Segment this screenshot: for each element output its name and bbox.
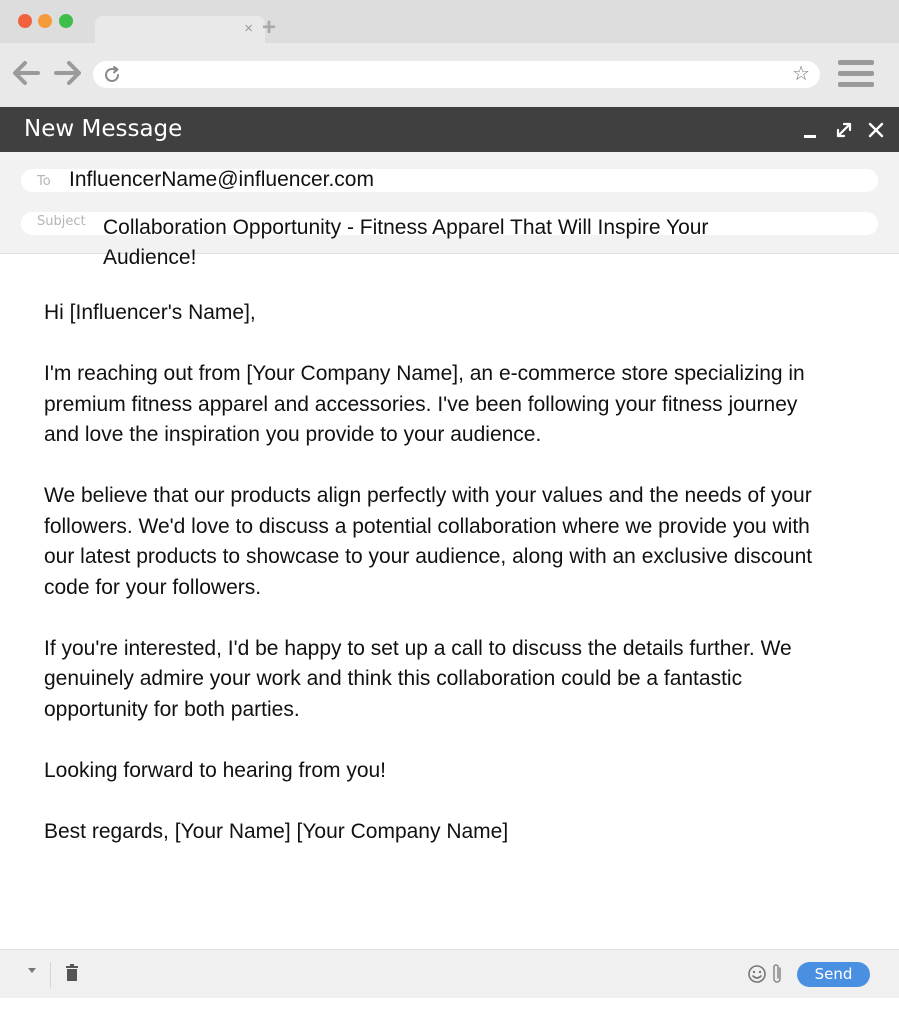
compose-footer xyxy=(0,949,899,998)
to-value[interactable]: InfluencerName@influencer.com xyxy=(69,168,374,191)
attachment-icon[interactable] xyxy=(771,962,785,986)
trash-icon[interactable] xyxy=(64,964,80,982)
tab-close-icon[interactable]: × xyxy=(244,20,253,37)
footer-divider xyxy=(50,962,51,988)
caret-down-icon[interactable] xyxy=(26,964,38,976)
back-arrow-icon[interactable] xyxy=(10,58,42,88)
forward-arrow-icon[interactable] xyxy=(52,58,84,88)
emoji-icon[interactable] xyxy=(747,964,767,984)
address-bar[interactable] xyxy=(93,61,820,88)
reload-icon[interactable] xyxy=(102,65,122,85)
body-paragraph-signature: Best regards, [Your Name] [Your Company Name] xyxy=(44,819,509,843)
close-window-button[interactable] xyxy=(18,14,32,28)
expand-icon[interactable] xyxy=(833,119,855,141)
compose-header xyxy=(0,107,899,152)
body-paragraph-greeting: Hi [Influencer's Name], xyxy=(44,301,256,324)
maximize-window-button[interactable] xyxy=(59,14,73,28)
minimize-window-button[interactable] xyxy=(38,14,52,28)
compose-fields xyxy=(0,152,899,269)
close-icon[interactable] xyxy=(865,119,887,141)
subject-label: Subject xyxy=(37,214,86,229)
body-paragraph-intro: I'm reaching out from [Your Company Name], an e-commerce store specializing in premium fitness apparel and accessories. I've been following your fitness journey and love the inspiration you provide to your audience. xyxy=(44,362,805,446)
tab-strip xyxy=(0,0,899,43)
body-paragraph-call: If you're interested, I'd be happy to set up a call to discuss the details further. We genuinely admire your work and think this collaboration could be a fantastic opportunity for both parties. xyxy=(44,636,792,721)
new-tab-icon[interactable]: + xyxy=(262,14,277,41)
minimize-icon[interactable] xyxy=(801,119,823,141)
body-paragraph-proposal: We believe that our products align perfectly with your values and the needs of your followers. We'd love to discuss a potential collaboration where we provide you with our latest products to showcase to your audience, along with an exclusive discount code for your followers. xyxy=(44,484,813,599)
body-paragraph-closing: Looking forward to hearing from you! xyxy=(44,758,387,782)
to-label: To xyxy=(37,174,51,189)
compose-title: New Message xyxy=(24,116,183,142)
browser-chrome xyxy=(0,0,899,107)
send-button[interactable]: Send xyxy=(797,962,870,987)
subject-value[interactable]: Collaboration Opportunity - Fitness Apparel That Will Inspire Your Audience! xyxy=(103,216,709,269)
browser-tab[interactable] xyxy=(95,16,265,43)
message-body[interactable] xyxy=(44,298,834,878)
bookmark-star-icon[interactable]: ☆ xyxy=(792,63,810,85)
browser-menu-icon[interactable] xyxy=(838,60,874,90)
